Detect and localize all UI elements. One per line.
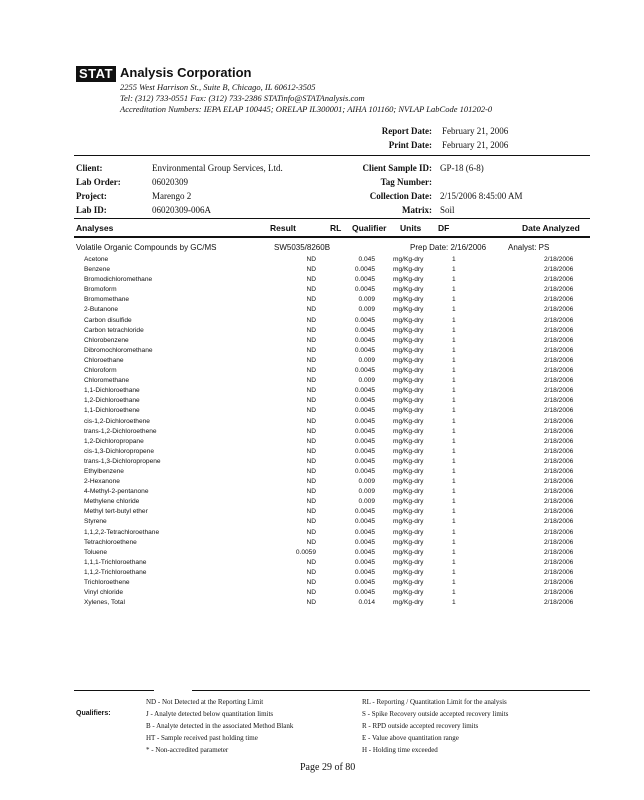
date-analyzed-value: 2/18/2006: [544, 518, 574, 526]
df-value: 1: [452, 528, 456, 536]
date-analyzed-value: 2/18/2006: [544, 548, 574, 556]
units-value: mg/Kg-dry: [393, 256, 424, 263]
df-value: 1: [452, 296, 456, 304]
print-date: February 21, 2006: [442, 140, 509, 150]
result-value: ND: [306, 256, 316, 263]
date-analyzed-value: 2/18/2006: [544, 498, 574, 506]
df-value: 1: [452, 407, 456, 415]
units-value: mg/Kg-dry: [393, 306, 424, 314]
table-row: [76, 427, 596, 437]
df-value: 1: [452, 266, 456, 274]
rl-value: 0.0045: [354, 346, 375, 354]
analyte-name: Chloromethane: [84, 377, 130, 385]
analyte-name: Carbon tetrachloride: [84, 326, 144, 334]
units-value: mg/Kg-dry: [393, 467, 424, 475]
qualifier-item: B - Analyte detected in the associated Method Blank: [146, 722, 294, 730]
date-analyzed-value: 2/18/2006: [544, 478, 574, 486]
result-value: ND: [306, 326, 316, 334]
analyte-name: Carbon disulfide: [84, 316, 132, 324]
section-analyst: Analyst: PS: [508, 243, 550, 252]
section-method: SW5035/8260B: [274, 243, 331, 252]
client-sample-id-label: Client Sample ID:: [362, 163, 432, 173]
units-value: mg/Kg-dry: [393, 397, 424, 405]
result-value: ND: [306, 589, 316, 597]
df-value: 1: [452, 568, 456, 576]
table-row: [76, 417, 596, 427]
rl-value: 0.0045: [354, 538, 375, 546]
table-row: [76, 305, 596, 315]
units-value: mg/Kg-dry: [393, 377, 424, 385]
date-analyzed-value: 2/18/2006: [544, 558, 574, 566]
df-value: 1: [452, 256, 456, 263]
client-sample-id-value: GP-18 (6-8): [440, 163, 484, 173]
analyte-name: Vinyl chloride: [84, 589, 124, 597]
table-row: [76, 316, 596, 326]
stat-logo: STAT: [76, 66, 116, 82]
date-analyzed-value: 2/18/2006: [544, 538, 574, 546]
table-row: [76, 356, 596, 366]
df-value: 1: [452, 336, 456, 344]
df-value: 1: [452, 467, 456, 475]
result-value: ND: [306, 599, 316, 607]
date-analyzed-value: 2/18/2006: [544, 437, 574, 445]
df-value: 1: [452, 316, 456, 324]
df-value: 1: [452, 548, 456, 556]
result-value: ND: [306, 478, 316, 486]
df-value: 1: [452, 356, 456, 364]
col-units: Units: [400, 223, 422, 233]
analyte-name: Trichloroethene: [84, 579, 130, 586]
analyte-name: Tetrachloroethene: [84, 538, 137, 546]
rl-value: 0.0045: [354, 437, 375, 445]
rl-value: 0.0045: [354, 579, 375, 586]
units-value: mg/Kg-dry: [393, 276, 424, 284]
units-value: mg/Kg-dry: [393, 266, 424, 274]
units-value: mg/Kg-dry: [393, 457, 424, 465]
date-analyzed-value: 2/18/2006: [544, 589, 574, 597]
rl-value: 0.009: [358, 498, 375, 506]
units-value: mg/Kg-dry: [393, 528, 424, 536]
df-value: 1: [452, 417, 456, 425]
date-analyzed-value: 2/18/2006: [544, 508, 574, 516]
units-value: mg/Kg-dry: [393, 387, 424, 395]
rl-value: 0.0045: [354, 266, 375, 274]
qualifier-item: R - RPD outside accepted recovery limits: [362, 722, 479, 730]
table-row: [76, 295, 596, 305]
df-value: 1: [452, 397, 456, 405]
table-row: [76, 477, 596, 487]
table-row: [76, 265, 596, 275]
table-row: [76, 598, 596, 608]
df-value: 1: [452, 589, 456, 597]
analyte-name: Dibromochloromethane: [84, 346, 153, 354]
result-value: ND: [306, 397, 316, 405]
company-contact: Tel: (312) 733-0551 Fax: (312) 733-2386 STATinfo@STATAnalysis.com: [120, 93, 365, 103]
date-analyzed-value: 2/18/2006: [544, 447, 574, 455]
company-address: 2255 West Harrison St., Suite B, Chicago, IL 60612-3505: [120, 82, 316, 92]
rl-value: 0.0045: [354, 548, 375, 556]
units-value: mg/Kg-dry: [393, 346, 424, 354]
result-value: ND: [306, 306, 316, 314]
table-row: [76, 285, 596, 295]
df-value: 1: [452, 457, 456, 465]
df-value: 1: [452, 427, 456, 435]
divider: [192, 690, 590, 691]
date-analyzed-value: 2/18/2006: [544, 346, 574, 354]
rl-value: 0.0045: [354, 316, 375, 324]
units-value: mg/Kg-dry: [393, 407, 424, 415]
result-value: ND: [306, 276, 316, 284]
col-date-analyzed: Date Analyzed: [522, 223, 580, 233]
df-value: 1: [452, 508, 456, 516]
divider: [74, 155, 590, 156]
rl-value: 0.0045: [354, 568, 375, 576]
report-date-label: Report Date:: [381, 126, 432, 136]
table-row: [76, 528, 596, 538]
qualifiers-title: Qualifiers:: [76, 710, 111, 717]
rl-value: 0.0045: [354, 417, 375, 425]
result-value: ND: [306, 346, 316, 354]
client-value: Environmental Group Services, Ltd.: [152, 163, 283, 173]
analyte-name: cis-1,3-Dichloropropene: [84, 447, 155, 455]
rl-value: 0.0045: [354, 387, 375, 395]
table-row: [76, 548, 596, 558]
date-analyzed-value: 2/18/2006: [544, 276, 574, 284]
df-value: 1: [452, 558, 456, 566]
date-analyzed-value: 2/18/2006: [544, 377, 574, 385]
units-value: mg/Kg-dry: [393, 548, 424, 556]
analyte-name: Bromodichloromethane: [84, 276, 153, 284]
table-row: [76, 336, 596, 346]
result-value: ND: [306, 377, 316, 385]
rl-value: 0.0045: [354, 467, 375, 475]
date-analyzed-value: 2/18/2006: [544, 528, 574, 536]
analyte-name: 1,1-Dichloroethane: [84, 387, 140, 395]
df-value: 1: [452, 579, 456, 586]
date-analyzed-value: 2/18/2006: [544, 488, 574, 496]
units-value: mg/Kg-dry: [393, 558, 424, 566]
section-title: Volatile Organic Compounds by GC/MS: [76, 243, 217, 252]
analyte-name: 1,1,2-Trichloroethane: [84, 568, 147, 576]
units-value: mg/Kg-dry: [393, 356, 424, 364]
rl-value: 0.014: [358, 599, 375, 607]
result-value: ND: [306, 538, 316, 546]
result-value: ND: [306, 387, 316, 395]
rl-value: 0.0045: [354, 336, 375, 344]
qualifier-item: E - Value above quantitation range: [362, 734, 459, 742]
rl-value: 0.0045: [354, 326, 375, 334]
result-value: ND: [306, 568, 316, 576]
df-value: 1: [452, 478, 456, 486]
units-value: mg/Kg-dry: [393, 538, 424, 546]
table-row: [76, 255, 596, 265]
units-value: mg/Kg-dry: [393, 498, 424, 506]
analyte-name: Acetone: [84, 256, 109, 263]
result-value: ND: [306, 437, 316, 445]
table-row: [76, 487, 596, 497]
col-qualifier: Qualifier: [352, 223, 387, 233]
project-value: Marengo 2: [152, 191, 192, 201]
table-row: [76, 507, 596, 517]
col-rl: RL: [330, 223, 342, 233]
col-df: DF: [438, 223, 450, 233]
rl-value: 0.009: [358, 296, 375, 304]
analyte-name: trans-1,2-Dichloroethene: [84, 427, 157, 435]
date-analyzed-value: 2/18/2006: [544, 356, 574, 364]
divider: [74, 218, 590, 219]
rl-value: 0.0045: [354, 508, 375, 516]
df-value: 1: [452, 599, 456, 607]
table-row: [76, 578, 596, 588]
result-value: ND: [306, 336, 316, 344]
rl-value: 0.045: [358, 256, 375, 263]
analyte-name: Chloroform: [84, 367, 117, 375]
date-analyzed-value: 2/18/2006: [544, 286, 574, 294]
project-label: Project:: [76, 191, 107, 201]
rl-value: 0.0045: [354, 558, 375, 566]
rl-value: 0.009: [358, 356, 375, 364]
results-table: [76, 255, 596, 608]
result-value: ND: [306, 367, 316, 375]
date-analyzed-value: 2/18/2006: [544, 316, 574, 324]
qualifier-item: S - Spike Recovery outside accepted recovery limits: [362, 710, 509, 718]
analyte-name: Ethylbenzene: [84, 467, 124, 475]
table-row: [76, 326, 596, 336]
rl-value: 0.0045: [354, 367, 375, 375]
matrix-label: Matrix:: [402, 205, 432, 215]
result-value: ND: [306, 508, 316, 516]
units-value: mg/Kg-dry: [393, 568, 424, 576]
units-value: mg/Kg-dry: [393, 478, 424, 486]
result-value: ND: [306, 266, 316, 274]
df-value: 1: [452, 447, 456, 455]
table-row: [76, 588, 596, 598]
df-value: 1: [452, 498, 456, 506]
analyte-name: 1,1,2,2-Tetrachloroethane: [84, 528, 160, 536]
tag-number-label: Tag Number:: [380, 177, 432, 187]
analyte-name: Chlorobenzene: [84, 336, 129, 344]
table-row: [76, 406, 596, 416]
rl-value: 0.0045: [354, 397, 375, 405]
analyte-name: 1,2-Dichloroethane: [84, 397, 140, 405]
date-analyzed-value: 2/18/2006: [544, 427, 574, 435]
client-label: Client:: [76, 163, 103, 173]
result-value: ND: [306, 356, 316, 364]
df-value: 1: [452, 488, 456, 496]
analyte-name: 1,1,1-Trichloroethane: [84, 558, 147, 566]
units-value: mg/Kg-dry: [393, 589, 424, 597]
date-analyzed-value: 2/18/2006: [544, 326, 574, 334]
df-value: 1: [452, 538, 456, 546]
rl-value: 0.009: [358, 488, 375, 496]
analyte-name: 4-Methyl-2-pentanone: [84, 488, 149, 496]
analyte-name: 2-Hexanone: [84, 478, 120, 486]
analyte-name: Benzene: [84, 266, 111, 274]
rl-value: 0.009: [358, 377, 375, 385]
collection-date-value: 2/15/2006 8:45:00 AM: [440, 191, 523, 201]
analyte-name: Bromoform: [84, 286, 117, 294]
units-value: mg/Kg-dry: [393, 326, 424, 334]
table-row: [76, 346, 596, 356]
units-value: mg/Kg-dry: [393, 367, 424, 375]
qualifier-item: HT - Sample received past holding time: [146, 734, 258, 742]
date-analyzed-value: 2/18/2006: [544, 336, 574, 344]
result-value: ND: [306, 407, 316, 415]
date-analyzed-value: 2/18/2006: [544, 568, 574, 576]
date-analyzed-value: 2/18/2006: [544, 296, 574, 304]
company-name: Analysis Corporation: [120, 65, 252, 80]
result-value: 0.0059: [295, 548, 316, 556]
date-analyzed-value: 2/18/2006: [544, 467, 574, 475]
rl-value: 0.0045: [354, 447, 375, 455]
units-value: mg/Kg-dry: [393, 417, 424, 425]
rl-value: 0.0045: [354, 276, 375, 284]
col-result: Result: [270, 223, 296, 233]
units-value: mg/Kg-dry: [393, 336, 424, 344]
table-row: [76, 457, 596, 467]
rl-value: 0.0045: [354, 286, 375, 294]
units-value: mg/Kg-dry: [393, 316, 424, 324]
result-value: ND: [306, 558, 316, 566]
units-value: mg/Kg-dry: [393, 296, 424, 304]
units-value: mg/Kg-dry: [393, 579, 424, 586]
df-value: 1: [452, 306, 456, 314]
analyte-name: Methylene chloride: [84, 498, 140, 506]
result-value: ND: [306, 296, 316, 304]
units-value: mg/Kg-dry: [393, 427, 424, 435]
table-row: [76, 396, 596, 406]
date-analyzed-value: 2/18/2006: [544, 266, 574, 274]
section-prep-date: Prep Date: 2/16/2006: [410, 243, 487, 252]
col-analyses: Analyses: [76, 223, 114, 233]
result-value: ND: [306, 528, 316, 536]
rl-value: 0.0045: [354, 407, 375, 415]
result-value: ND: [306, 488, 316, 496]
collection-date-label: Collection Date:: [369, 191, 432, 201]
units-value: mg/Kg-dry: [393, 508, 424, 516]
qualifier-item: H - Holding time exceeded: [362, 746, 438, 754]
date-analyzed-value: 2/18/2006: [544, 457, 574, 465]
table-row: [76, 447, 596, 457]
result-value: ND: [306, 467, 316, 475]
analyte-name: Chloroethane: [84, 356, 124, 364]
units-value: mg/Kg-dry: [393, 599, 424, 607]
date-analyzed-value: 2/18/2006: [544, 579, 574, 586]
rl-value: 0.0045: [354, 589, 375, 597]
rl-value: 0.0045: [354, 427, 375, 435]
qualifier-item: ND - Not Detected at the Reporting Limit: [146, 698, 264, 706]
date-analyzed-value: 2/18/2006: [544, 367, 574, 375]
units-value: mg/Kg-dry: [393, 286, 424, 294]
df-value: 1: [452, 286, 456, 294]
table-row: [76, 568, 596, 578]
table-row: [76, 376, 596, 386]
lab-order-value: 06020309: [152, 177, 188, 187]
date-analyzed-value: 2/18/2006: [544, 387, 574, 395]
lab-order-label: Lab Order:: [76, 177, 121, 187]
units-value: mg/Kg-dry: [393, 447, 424, 455]
rl-value: 0.0045: [354, 528, 375, 536]
table-row: [76, 386, 596, 396]
result-value: ND: [306, 417, 316, 425]
analyte-name: Bromomethane: [84, 296, 130, 304]
rl-value: 0.0045: [354, 457, 375, 465]
analyte-name: Toluene: [84, 548, 108, 556]
units-value: mg/Kg-dry: [393, 437, 424, 445]
table-row: [76, 517, 596, 527]
header-divider: [74, 236, 590, 238]
date-analyzed-value: 2/18/2006: [544, 407, 574, 415]
result-value: ND: [306, 579, 316, 586]
date-analyzed-value: 2/18/2006: [544, 256, 574, 263]
result-value: ND: [306, 498, 316, 506]
lab-id-label: Lab ID:: [76, 205, 107, 215]
analyte-name: Xylenes, Total: [84, 599, 125, 607]
analyte-name: Methyl tert-butyl ether: [84, 508, 148, 516]
df-value: 1: [452, 367, 456, 375]
units-value: mg/Kg-dry: [393, 518, 424, 526]
page-number: Page 29 of 80: [300, 762, 356, 773]
result-value: ND: [306, 447, 316, 455]
table-row: [76, 366, 596, 376]
df-value: 1: [452, 387, 456, 395]
date-analyzed-value: 2/18/2006: [544, 397, 574, 405]
matrix-value: Soil: [440, 205, 455, 215]
table-row: [76, 437, 596, 447]
df-value: 1: [452, 346, 456, 354]
report-date: February 21, 2006: [442, 126, 509, 136]
rl-value: 0.009: [358, 478, 375, 486]
analyte-name: trans-1,3-Dichloropropene: [84, 457, 161, 465]
table-row: [76, 497, 596, 507]
date-analyzed-value: 2/18/2006: [544, 599, 574, 607]
result-value: ND: [306, 316, 316, 324]
units-value: mg/Kg-dry: [393, 488, 424, 496]
df-value: 1: [452, 437, 456, 445]
result-value: ND: [306, 518, 316, 526]
date-analyzed-value: 2/18/2006: [544, 417, 574, 425]
qualifier-item: * - Non-accredited parameter: [146, 746, 229, 754]
qualifier-item: J - Analyte detected below quantitation limits: [146, 710, 274, 718]
df-value: 1: [452, 518, 456, 526]
table-row: [76, 538, 596, 548]
analyte-name: 1,2-Dichloropropane: [84, 437, 144, 445]
print-date-label: Print Date:: [388, 140, 432, 150]
result-value: ND: [306, 427, 316, 435]
df-value: 1: [452, 377, 456, 385]
analyte-name: 1,1-Dichloroethene: [84, 407, 140, 415]
lab-id-value: 06020309-006A: [152, 205, 211, 215]
rl-value: 0.009: [358, 306, 375, 314]
result-value: ND: [306, 286, 316, 294]
table-row: [76, 275, 596, 285]
rl-value: 0.0045: [354, 518, 375, 526]
table-row: [76, 467, 596, 477]
analyte-name: 2-Butanone: [84, 306, 119, 314]
date-analyzed-value: 2/18/2006: [544, 306, 574, 314]
df-value: 1: [452, 276, 456, 284]
table-row: [76, 558, 596, 568]
accreditation-numbers: Accreditation Numbers: IEPA ELAP 100445; ORELAP IL300001; AIHA 101160; NVLAP LabCode 101202-0: [120, 104, 493, 114]
df-value: 1: [452, 326, 456, 334]
analyte-name: cis-1,2-Dichloroethene: [84, 417, 150, 425]
divider: [74, 690, 154, 691]
qualifier-item: RL - Reporting / Quantitation Limit for the analysis: [362, 698, 507, 706]
result-value: ND: [306, 457, 316, 465]
analyte-name: Styrene: [84, 518, 107, 526]
